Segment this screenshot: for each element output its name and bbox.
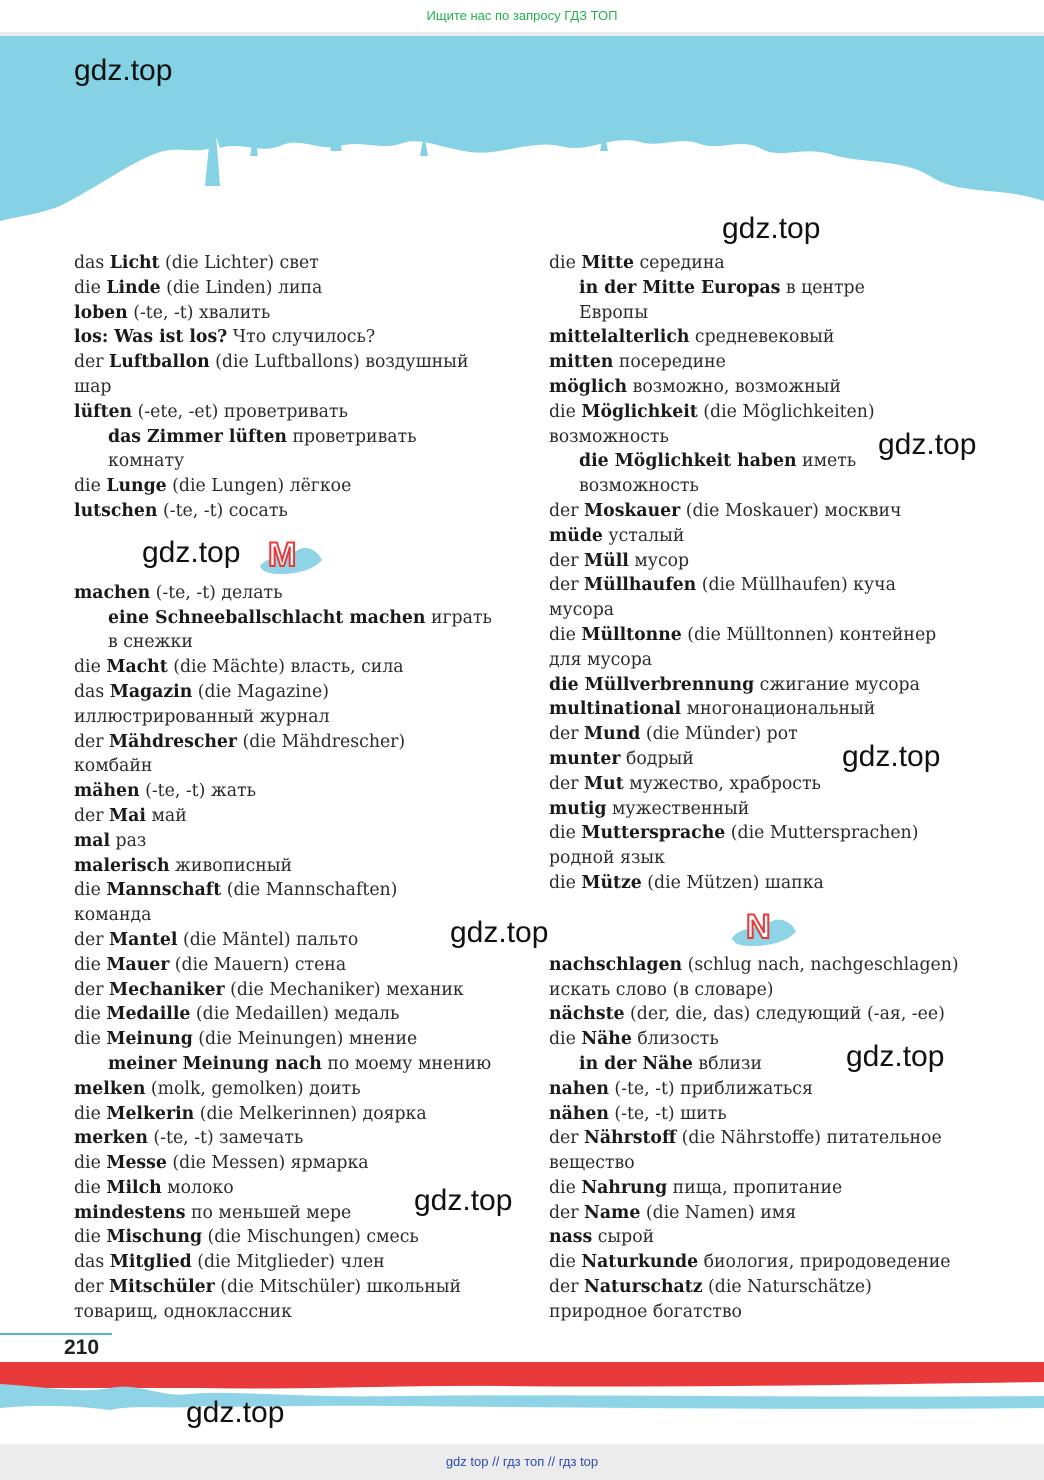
entry-text: die (549, 1252, 582, 1273)
entry-text: середина (633, 253, 725, 273)
dictionary-entry-line (549, 1250, 979, 1275)
entry-text: (die Mähdrescher) (237, 731, 406, 752)
dictionary-entry-line (549, 1151, 979, 1176)
entry-text: в центре (780, 277, 865, 298)
dictionary-entry-line (74, 499, 504, 524)
entry-headword: Medaille (106, 1004, 191, 1025)
dictionary-entry-line (74, 1151, 504, 1176)
dictionary-entry-line (549, 797, 979, 822)
entry-text: der (74, 979, 110, 1000)
entry-headword: los: Was ist los? (74, 327, 228, 348)
page-number-line (0, 1333, 112, 1335)
entry-text: (-te, -t) сосать (157, 500, 288, 521)
entry-headword: Milch (106, 1177, 162, 1198)
entry-text: das (74, 681, 110, 702)
dictionary-entry-line (74, 581, 504, 606)
entry-headword: Melkerin (106, 1103, 195, 1124)
entry-text: комбайн (74, 756, 153, 777)
entry-text: der (549, 1202, 585, 1223)
entry-headword: Nahrung (581, 1177, 668, 1198)
entry-text: май (145, 805, 187, 826)
entry-text: (-te, -t) делать (150, 582, 283, 603)
entry-text: (die Möglichkeiten) (697, 401, 875, 422)
dictionary-entry-line (549, 1225, 979, 1250)
entry-headword: Nähe (581, 1029, 632, 1050)
entry-text: комнату (108, 451, 185, 472)
entry-headword: Mitte (581, 253, 634, 273)
dictionary-entry-line (549, 846, 979, 871)
dictionary-entry-line (74, 1102, 504, 1127)
watermark: gdz.top (842, 740, 941, 773)
dictionary-entry-line (74, 978, 504, 1003)
entry-text: der (549, 724, 585, 745)
dictionary-entry-line (74, 301, 504, 326)
entry-text: der (549, 1277, 585, 1298)
entry-headword: mittelalterlich (549, 327, 690, 348)
dictionary-entry-line (549, 648, 979, 673)
dictionary-entry-line (549, 1077, 979, 1102)
entry-text: средневековый (689, 327, 835, 348)
entry-text: посередине (613, 352, 726, 373)
dictionary-entry-line (74, 878, 504, 903)
entry-text: die (74, 1103, 107, 1124)
dictionary-entry-line (549, 375, 979, 400)
entry-headword: multinational (549, 699, 682, 720)
entry-headword: Müll (584, 550, 629, 571)
dictionary-entry-line (74, 779, 504, 804)
dictionary-entry-line (549, 301, 979, 326)
dictionary-entry-line (549, 673, 979, 698)
entry-text: (die Mauern) стена (169, 954, 347, 975)
dictionary-entry-line (549, 276, 979, 301)
entry-text: (-te, -t) приближаться (608, 1078, 813, 1099)
entry-text: der (74, 731, 110, 752)
entry-text: (molk, gemolken) доить (145, 1078, 361, 1099)
entry-headword: Mechaniker (109, 979, 225, 1000)
dictionary-entry-line (549, 978, 979, 1003)
entry-text: Европы (579, 302, 649, 323)
footer-band (0, 1354, 1044, 1444)
dictionary-entry-line (74, 325, 504, 350)
dictionary-entry-line (549, 1275, 979, 1300)
entry-text: сжигание мусора (754, 674, 920, 695)
entry-headword: in der Mitte Europas (579, 277, 781, 298)
entry-text: der (549, 575, 585, 596)
dictionary-entry-line (549, 499, 979, 524)
entry-text: искать слово (в словаре) (549, 979, 774, 1000)
entry-headword: melken (74, 1078, 146, 1099)
entry-text: проветривать (287, 426, 417, 447)
entry-text: der (74, 352, 110, 373)
entry-text: der (74, 805, 110, 826)
entry-headword: nahen (549, 1078, 609, 1099)
entry-text: вблизи (692, 1053, 762, 1074)
entry-text: (-ete, -et) проветривать (132, 401, 348, 422)
watermark: gdz.top (414, 1184, 513, 1217)
entry-text: усталый (602, 525, 685, 546)
entry-headword: nass (549, 1227, 593, 1248)
dictionary-entry-line (549, 400, 979, 425)
entry-text: возможность (579, 476, 699, 497)
entry-headword: Mai (109, 805, 146, 826)
entry-headword: Meinung (106, 1029, 193, 1050)
dictionary-entry-line (549, 623, 979, 648)
dictionary-entry-line (74, 606, 504, 631)
entry-text: (die Linden) липа (160, 277, 323, 298)
entry-headword: Mütze (581, 872, 642, 893)
entry-headword: Mischung (106, 1227, 203, 1248)
dictionary-entry-line (74, 829, 504, 854)
entry-text: (die Münder) рот (640, 724, 798, 745)
watermark: gdz.top (142, 536, 241, 569)
entry-text: (die Luftballons) воздушный (209, 352, 469, 373)
dictionary-entry-line (549, 821, 979, 846)
dictionary-entry-line (74, 449, 504, 474)
entry-text: вещество (549, 1153, 635, 1174)
dictionary-entry-line (549, 350, 979, 375)
entry-text: die (74, 657, 107, 678)
entry-headword: Muttersprache (581, 823, 726, 844)
entry-text: родной язык (549, 848, 665, 869)
entry-text: die (74, 1029, 107, 1050)
entry-headword: Möglichkeit (581, 401, 698, 422)
entry-text: (die Mechaniker) механик (224, 979, 464, 1000)
dictionary-entry-line (74, 1250, 504, 1275)
entry-text: (die Mitschüler) школьный (214, 1277, 461, 1298)
watermark: gdz.top (186, 1396, 285, 1429)
entry-text: (-te, -t) замечать (147, 1128, 304, 1149)
entry-headword: Mitschüler (109, 1277, 215, 1298)
entry-text: (die Nährstoffe) питательное (676, 1128, 942, 1149)
dictionary-entry-line (549, 1102, 979, 1127)
dictionary-entry-line (549, 697, 979, 722)
entry-text: шар (74, 376, 112, 397)
dictionary-entry-line (74, 1126, 504, 1151)
letter-m-badge (256, 530, 326, 580)
dictionary-entry-line (74, 375, 504, 400)
entry-text: (die Mannschaften) (221, 880, 398, 901)
bottom-banner[interactable]: gdz top // гдз топ // гдз top (445, 1454, 599, 1469)
dictionary-entry-line (74, 854, 504, 879)
watermark: gdz.top (74, 54, 173, 87)
dictionary-entry-line (549, 1126, 979, 1151)
entry-text: биология, природоведение (698, 1252, 951, 1273)
entry-text: (die Meinungen) мнение (192, 1029, 418, 1050)
entry-text: (die Lichter) свет (159, 253, 319, 273)
letter-n: N (746, 908, 771, 946)
entry-text: (die Naturschätze) (702, 1277, 872, 1298)
entry-text: die (74, 880, 107, 901)
dictionary-entry-line (74, 1300, 504, 1325)
entry-headword: die Möglichkeit haben (579, 451, 797, 472)
entry-headword: eine Schneeballschlacht machen (108, 607, 426, 628)
dictionary-entry-line (74, 1275, 504, 1300)
entry-headword: nachschlagen (549, 954, 683, 975)
dictionary-entry-line (74, 1077, 504, 1102)
entry-text: товарищ, одноклассник (74, 1301, 292, 1322)
entry-headword: meiner Meinung nach (108, 1053, 322, 1074)
entry-text: сырой (592, 1227, 655, 1248)
entry-text: (die Lungen) лёгкое (166, 476, 352, 497)
entry-text: молоко (161, 1177, 234, 1198)
letter-m: M (268, 536, 297, 574)
entry-headword: lüften (74, 401, 133, 422)
dictionary-entry-line (74, 400, 504, 425)
entry-headword: Mannschaft (106, 880, 222, 901)
entry-headword: in der Nähe (579, 1053, 693, 1074)
entry-text: die (549, 1029, 582, 1050)
entry-text: die (549, 253, 582, 273)
entry-headword: merken (74, 1128, 148, 1149)
dictionary-entry-line (74, 1052, 504, 1077)
entry-text: (die Magazine) (192, 681, 329, 702)
entry-text: для мусора (549, 649, 653, 670)
entry-text: (der, die, das) следующий (-ая, -ее) (624, 1004, 945, 1025)
entry-text: die (549, 823, 582, 844)
dictionary-entry-line (549, 524, 979, 549)
entry-headword: munter (549, 748, 621, 769)
entry-headword: loben (74, 302, 128, 323)
entry-text: по меньшей мере (185, 1202, 352, 1223)
entry-text: возможность (549, 426, 669, 447)
entry-text: der (74, 929, 110, 950)
top-banner[interactable]: Ищите нас по запросу ГДЗ ТОП (0, 0, 1044, 32)
entry-text: в снежки (108, 632, 193, 653)
letter-n-badge (730, 900, 800, 950)
dictionary-entry-line (549, 1176, 979, 1201)
entry-headword: lutschen (74, 500, 158, 521)
entry-headword: müde (549, 525, 603, 546)
entry-text: (die Mäntel) пальто (177, 929, 359, 950)
dictionary-entry-line (549, 1002, 979, 1027)
dictionary-entry-line (549, 1201, 979, 1226)
dictionary-entry-line (74, 953, 504, 978)
entry-headword: mutig (549, 798, 607, 819)
entry-headword: nächste (549, 1004, 625, 1025)
entry-text: die (74, 277, 107, 298)
entry-headword: Mitglied (109, 1252, 192, 1273)
entry-text: (-te, -t) шить (608, 1103, 727, 1124)
entry-headword: Luftballon (109, 352, 210, 373)
entry-headword: mähen (74, 781, 140, 802)
entry-text: die (549, 872, 582, 893)
page-number: 210 (64, 1336, 100, 1359)
entry-headword: Macht (106, 657, 168, 678)
entry-text: раз (110, 830, 147, 851)
entry-text: die (74, 1177, 107, 1198)
dictionary-entry-line (74, 251, 504, 276)
dictionary-entry-line (549, 598, 979, 623)
entry-headword: Magazin (109, 681, 193, 702)
entry-text: die (74, 476, 107, 497)
entry-text: (die Moskauer) москвич (680, 500, 902, 521)
entry-text: мужество, храбрость (623, 773, 821, 794)
entry-text: (die Mächte) власть, сила (167, 657, 404, 678)
watermark: gdz.top (450, 916, 549, 949)
entry-headword: Mund (584, 724, 641, 745)
dictionary-entry-line (74, 903, 504, 928)
dictionary-entry-line (549, 772, 979, 797)
dictionary-page (0, 36, 1044, 1444)
dictionary-entry-line (74, 276, 504, 301)
entry-text: (die Melkerinnen) доярка (194, 1103, 427, 1124)
entry-text: die (74, 1153, 107, 1174)
entry-text: die (549, 401, 582, 422)
entry-text: многонациональный (681, 699, 876, 720)
watermark: gdz.top (878, 428, 977, 461)
entry-headword: mal (74, 830, 111, 851)
entry-text: (-te, -t) хвалить (127, 302, 271, 323)
entry-text: der (549, 1128, 585, 1149)
entry-text: die (74, 1227, 107, 1248)
entry-text: живописный (169, 855, 293, 876)
dictionary-entry-line (74, 350, 504, 375)
entry-headword: Linde (106, 277, 161, 298)
entry-text: (die Mülltonnen) контейнер (681, 624, 937, 645)
entry-text: мусор (628, 550, 690, 571)
dictionary-entry-line (549, 953, 979, 978)
entry-text: Что случилось? (227, 327, 376, 348)
entry-text: (-te, -t) жать (139, 781, 257, 802)
entry-text: die (74, 954, 107, 975)
entry-headword: Mülltonne (581, 624, 682, 645)
entry-text: пища, пропитание (667, 1177, 843, 1198)
entry-headword: Mähdrescher (109, 731, 238, 752)
entry-headword: Lunge (106, 476, 167, 497)
dictionary-entry-line (74, 1027, 504, 1052)
left-column (74, 251, 504, 1325)
entry-text: (die Mischungen) смесь (202, 1227, 419, 1248)
entry-text: команда (74, 905, 152, 926)
entry-text: das (74, 253, 110, 273)
entry-text: (die Mützen) шапка (641, 872, 824, 893)
dictionary-entry-line (74, 425, 504, 450)
entry-headword: Mauer (106, 954, 170, 975)
dictionary-entry-line (74, 630, 504, 655)
entry-text: der (74, 1277, 110, 1298)
entry-headword: möglich (549, 376, 628, 397)
right-column (549, 251, 979, 1325)
entry-headword: machen (74, 582, 151, 603)
entry-text: die (549, 1177, 582, 1198)
entry-text: (schlug nach, nachgeschlagen) (682, 954, 959, 975)
dictionary-entry-line (74, 1225, 504, 1250)
entry-text: иллюстрированный журнал (74, 706, 330, 727)
entry-headword: mitten (549, 352, 614, 373)
dictionary-entry-line (74, 680, 504, 705)
entry-text: мужественный (606, 798, 750, 819)
entry-headword: das Zimmer lüften (108, 426, 287, 447)
dictionary-entry-line (74, 804, 504, 829)
entry-text: иметь (796, 451, 857, 472)
dictionary-entry-line (74, 754, 504, 779)
watermark: gdz.top (846, 1040, 945, 1073)
entry-text: играть (425, 607, 492, 628)
watermark: gdz.top (722, 212, 821, 245)
entry-headword: Name (584, 1202, 641, 1223)
dictionary-entry-line (549, 871, 979, 896)
dictionary-entry-line (74, 474, 504, 499)
entry-text: (die Messen) ярмарка (166, 1153, 369, 1174)
entry-text: близость (631, 1029, 719, 1050)
entry-headword: Naturschatz (584, 1277, 703, 1298)
entry-headword: Mantel (109, 929, 178, 950)
dictionary-entry-line (549, 325, 979, 350)
entry-text: по моему мнению (321, 1053, 492, 1074)
entry-headword: Nährstoff (584, 1128, 677, 1149)
entry-headword: Licht (109, 253, 160, 273)
entry-text: (die Müllhaufen) куча (696, 575, 896, 596)
entry-headword: Mut (584, 773, 624, 794)
entry-headword: nähen (549, 1103, 609, 1124)
entry-text: (die Mitglieder) член (191, 1252, 385, 1273)
dictionary-entry-line (549, 549, 979, 574)
entry-text: мусора (549, 600, 615, 621)
entry-text: бодрый (620, 748, 694, 769)
entry-text: природное богатство (549, 1301, 742, 1322)
entry-headword: die Müllverbrennung (549, 674, 755, 695)
entry-text: der (549, 773, 585, 794)
entry-text: der (549, 550, 585, 571)
entry-text: возможно, возможный (627, 376, 841, 397)
entry-text: das (74, 1252, 110, 1273)
entry-text: (die Namen) имя (640, 1202, 797, 1223)
dictionary-entry-line (549, 251, 979, 276)
entry-text: (die Muttersprachen) (725, 823, 919, 844)
dictionary-entry-line (74, 928, 504, 953)
dictionary-entry-line (74, 655, 504, 680)
entry-text: der (549, 500, 585, 521)
entry-headword: Müllhaufen (584, 575, 697, 596)
dictionary-entry-line (549, 573, 979, 598)
dictionary-entry-line (74, 1002, 504, 1027)
entry-text: (die Medaillen) медаль (190, 1004, 400, 1025)
entry-headword: Naturkunde (581, 1252, 699, 1273)
dictionary-entry-line (74, 730, 504, 755)
entry-headword: Moskauer (584, 500, 681, 521)
dictionary-entry-line (549, 1300, 979, 1325)
entry-text: die (549, 624, 582, 645)
entry-headword: mindestens (74, 1202, 186, 1223)
dictionary-entry-line (549, 474, 979, 499)
entry-headword: Messe (106, 1153, 167, 1174)
dictionary-entry-line (74, 705, 504, 730)
entry-text: die (74, 1004, 107, 1025)
entry-headword: malerisch (74, 855, 170, 876)
